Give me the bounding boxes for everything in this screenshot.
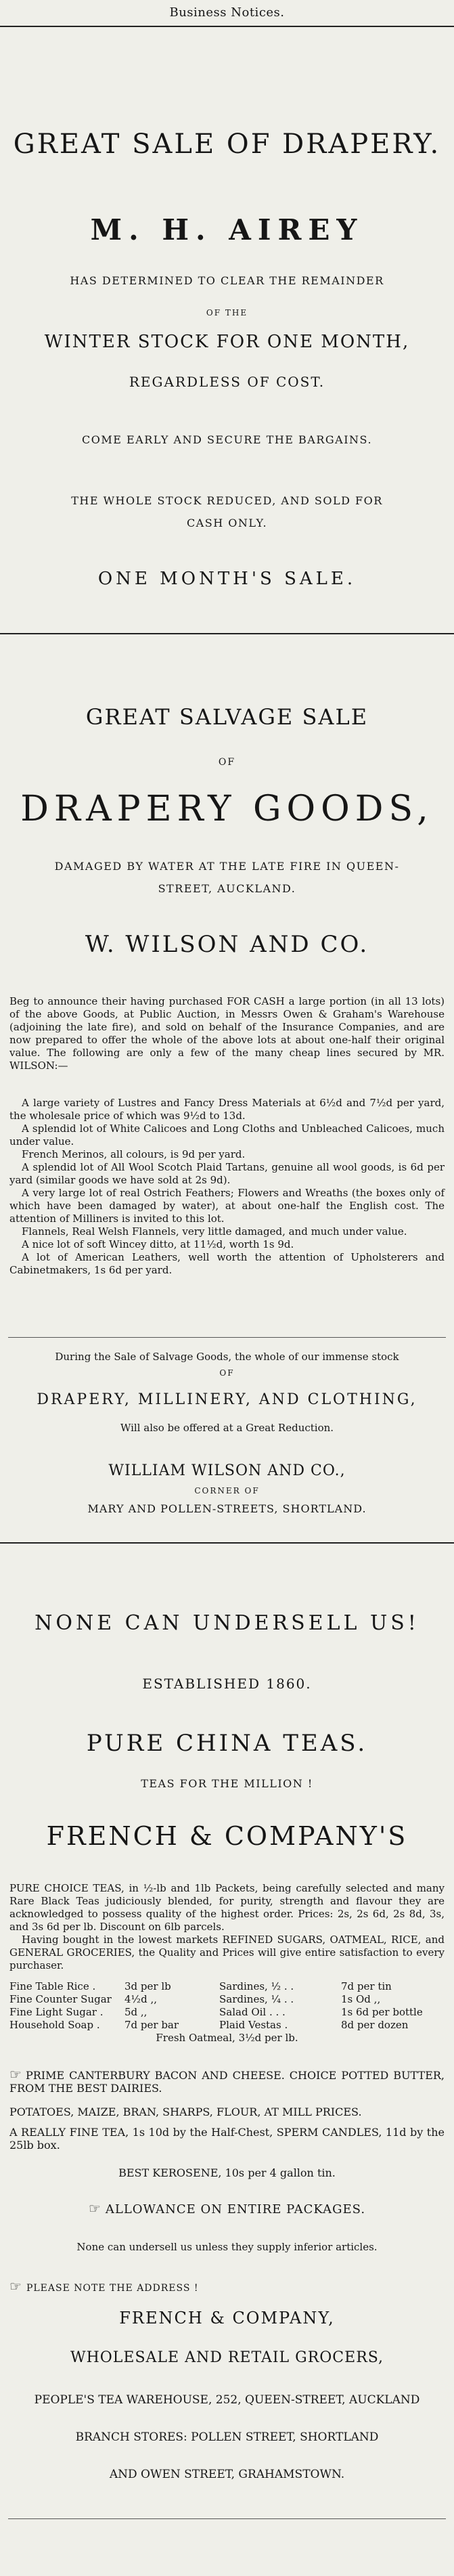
french-intro2: Having bought in the lowest markets REFINED SUGARS, OATMEAL, RICE, and GENERAL GROCERIES, the Quality and Prices will give entire satisfaction to every purchaser. (9, 1934, 445, 1971)
price-cell: 1s Od ,, (341, 1993, 381, 2005)
wilson-corner: CORNER OF (194, 1486, 260, 1496)
wilson-item: A splendid lot of White Calicoes and Long Cloths and Unbleached Calicoes, much under value. (9, 1122, 445, 1148)
price-row (9, 1993, 445, 2006)
airey-line4: REGARDLESS OF COST. (129, 374, 325, 390)
divider (8, 2518, 446, 2519)
price-cell: 4½d ,, (124, 1993, 157, 2005)
divider (0, 1542, 454, 1544)
header-rule (0, 26, 454, 27)
wilson-during1: During the Sale of Salvage Goods, the whole of our immense stock (55, 1351, 399, 1363)
airey-line2: OF THE (206, 308, 248, 318)
wilson-firm: W. WILSON AND CO. (85, 931, 369, 958)
wilson-advert (0, 704, 454, 730)
french-million: TEAS FOR THE MILLION ! (141, 1777, 313, 1790)
wilson-sub2: STREET, AUCKLAND. (158, 882, 296, 895)
wilson-sub1: DAMAGED BY WATER AT THE LATE FIRE IN QUEEN- (54, 860, 400, 873)
french-bacon-text: PRIME CANTERBURY BACON AND CHEESE. CHOICE POTTED BUTTER, FROM THE BEST DAIRIES. (9, 2069, 445, 2095)
french-potatoes: POTATOES, MAIZE, BRAN, SHARPS, FLOUR, AT MILL PRICES. (9, 2105, 362, 2118)
wilson-big: DRAPERY GOODS, (20, 789, 434, 829)
french-advert (0, 1611, 454, 1635)
french-oatmeal: Fresh Oatmeal, 3½d per lb. (156, 2032, 298, 2044)
price-cell: Salad Oil . . . (219, 2006, 286, 2018)
french-please-text: PLEASE NOTE THE ADDRESS ! (26, 2283, 199, 2294)
french-allowance (0, 2200, 454, 2217)
airey-line3: WINTER STOCK FOR ONE MONTH, (44, 332, 410, 352)
section-title: Business Notices. (169, 5, 285, 20)
price-cell: Fine Table Rice . (9, 1980, 96, 1992)
pointing-hand-icon: ☞ (9, 2066, 22, 2082)
french-allowance-text: ALLOWANCE ON ENTIRE PACKAGES. (105, 2202, 366, 2217)
divider (0, 633, 454, 634)
pointing-hand-icon: ☞ (9, 2278, 22, 2294)
airey-line6b: CASH ONLY. (186, 517, 268, 529)
french-notice: None can undersell us unless they supply inferior articles. (76, 2241, 378, 2253)
french-none: NONE CAN UNDERSELL US! (35, 1611, 419, 1635)
french-please (0, 2278, 454, 2294)
price-cell: 3d per lb (124, 1980, 171, 1992)
price-row (9, 2019, 445, 2032)
price-cell: 5d ,, (124, 2006, 147, 2018)
french-est: ESTABLISHED 1860. (142, 1676, 312, 1692)
french-intro: PURE CHOICE TEAS, in ½-lb and 1lb Packets, being carefully selected and many Rare Black Teas judiciously blended, for purity, strength and flavour they are acknowledged to possess quality of the highest order. Prices: 2s, 2s 6d, 2s 8d, 3s, and 3s 6d per lb. Discount on 6lb parcels. (9, 1882, 445, 1933)
wilson-item: A nice lot of soft Wincey ditto, at 11½d, worth 1s 9d. (22, 1238, 294, 1250)
airey-line1: HAS DETERMINED TO CLEAR THE REMAINDER (70, 274, 384, 287)
wilson-sign: WILLIAM WILSON AND CO., (108, 1462, 346, 1479)
price-table (0, 1980, 454, 2032)
wilson-reduction: Will also be offered at a Great Reduction. (120, 1422, 334, 1434)
price-cell: Fine Counter Sugar (9, 1993, 112, 2005)
price-cell: 7d per tin (341, 1980, 392, 1992)
french-bacon (0, 2068, 454, 2095)
price-cell: 1s 6d per bottle (341, 2006, 423, 2018)
airey-advert (0, 129, 454, 160)
wilson-item: A large variety of Lustres and Fancy Dress Materials at 6½d and 7½d per yard, the wholesale price of which was 9½d to 13d. (9, 1097, 445, 1122)
french-sig2: WHOLESALE AND RETAIL GROCERS, (70, 2349, 384, 2366)
wilson-dmc: DRAPERY, MILLINERY, AND CLOTHING, (37, 1391, 417, 1408)
french-addr3: AND OWEN STREET, GRAHAMSTOWN. (109, 2468, 345, 2481)
wilson-during2: OF (219, 1368, 235, 1378)
price-row (9, 2006, 445, 2019)
wilson-headline: GREAT SALVAGE SALE (85, 704, 369, 730)
wilson-item: A very large lot of real Ostrich Feathers; Flowers and Wreaths (the boxes only of which have been damaged by water), at about one-half the English cost. The attention of Milliners is invited to this lot. (9, 1187, 445, 1225)
price-cell: Sardines, ½ . . (219, 1980, 294, 1992)
price-cell: Fine Light Sugar . (9, 2006, 104, 2018)
french-kerosene: BEST KEROSENE, 10s per 4 gallon tin. (118, 2166, 336, 2179)
french-reallyfine: A REALLY FINE TEA, 1s 10d by the Half-Chest, SPERM CANDLES, 11d by the 25lb box. (9, 2126, 445, 2152)
price-cell: Plaid Vestas . (219, 2019, 288, 2031)
price-cell: Household Soap . (9, 2019, 100, 2031)
airey-name: M. H. AIREY (90, 213, 364, 246)
wilson-address: MARY AND POLLEN-STREETS, SHORTLAND. (87, 1502, 367, 1515)
price-row (9, 1980, 445, 1993)
airey-line6a: THE WHOLE STOCK REDUCED, AND SOLD FOR (71, 494, 383, 507)
price-cell: 7d per bar (124, 2019, 179, 2031)
french-sig1: FRENCH & COMPANY, (119, 2309, 335, 2328)
price-cell: Sardines, ¼ . . (219, 1993, 294, 2005)
french-firm: FRENCH & COMPANY'S (46, 1821, 408, 1851)
page-header (0, 0, 454, 27)
wilson-item: A splendid lot of All Wool Scotch Plaid Tartans, genuine all wool goods, is 6d per yard (similar goods we have sold at 2s 9d). (9, 1161, 445, 1186)
wilson-of: OF (218, 757, 236, 768)
wilson-item: Flannels, Real Welsh Flannels, very little damaged, and much under value. (22, 1225, 407, 1238)
french-teas: PURE CHINA TEAS. (86, 1730, 368, 1757)
pointing-hand-icon: ☞ (88, 2200, 101, 2217)
wilson-item: A lot of American Leathers, well worth the attention of Upholsterers and Cabinetmakers, 1s 6d per yard. (9, 1251, 445, 1276)
price-cell: 8d per dozen (341, 2019, 409, 2031)
airey-line5: COME EARLY AND SECURE THE BARGAINS. (81, 433, 373, 446)
wilson-item: French Merinos, all colours, is 9d per yard. (22, 1148, 246, 1160)
wilson-intro: Beg to announce their having purchased FOR CASH a large portion (in all 13 lots) of the above Goods, at Public Auction, in Messrs Owen & Graham's Warehouse (adjoining the late fire), and sold on behalf of the Insurance Companies, and are now prepared to offer the whole of the above lots at about one-half their original value. The following are only a few of the many cheap lines secured by MR. WILSON:— (9, 995, 445, 1072)
french-addr1: PEOPLE'S TEA WAREHOUSE, 252, QUEEN-STREET, AUCKLAND (34, 2393, 420, 2407)
divider (8, 1337, 446, 1338)
airey-headline: GREAT SALE OF DRAPERY. (13, 129, 441, 160)
airey-line7: ONE MONTH'S SALE. (97, 569, 357, 589)
french-addr2: BRANCH STORES: POLLEN STREET, SHORTLAND (75, 2430, 379, 2444)
